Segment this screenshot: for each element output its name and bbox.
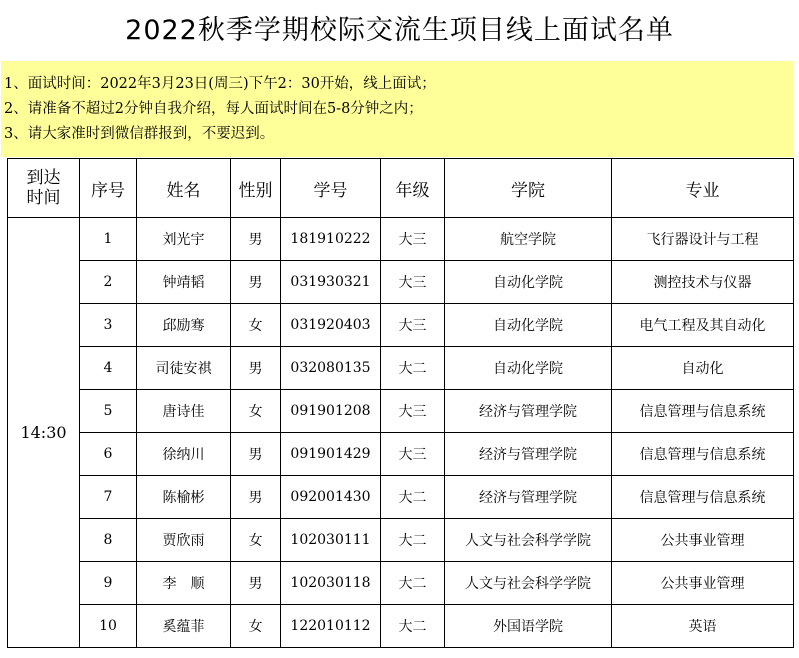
cell-name: 钟靖韬 <box>137 261 231 304</box>
cell-seq: 2 <box>80 261 137 304</box>
cell-major: 电气工程及其自动化 <box>612 304 794 347</box>
header-arrival-time: 到达 时间 <box>8 159 80 218</box>
cell-grade: 大三 <box>381 218 445 261</box>
table-row <box>8 605 794 648</box>
cell-college: 人文与社会科学学院 <box>445 519 612 562</box>
cell-college: 经济与管理学院 <box>445 476 612 519</box>
table-row <box>8 304 794 347</box>
cell-name: 陈榆彬 <box>137 476 231 519</box>
cell-student-id: 031930321 <box>281 261 381 304</box>
cell-major: 公共事业管理 <box>612 519 794 562</box>
cell-name: 李 顺 <box>137 562 231 605</box>
cell-gender: 男 <box>231 218 281 261</box>
notice-line-2: 2、请准备不超过2分钟自我介绍，每人面试时间在5-8分钟之内； <box>4 101 423 117</box>
cell-student-id: 031920403 <box>281 304 381 347</box>
cell-name: 奚蕴菲 <box>137 605 231 648</box>
header-college: 学院 <box>445 159 612 218</box>
table-row <box>8 218 794 261</box>
cell-major: 信息管理与信息系统 <box>612 476 794 519</box>
cell-student-id: 102030118 <box>281 562 381 605</box>
cell-gender: 男 <box>231 476 281 519</box>
table-row <box>8 347 794 390</box>
cell-student-id: 092001430 <box>281 476 381 519</box>
cell-gender: 男 <box>231 433 281 476</box>
notice-line-3: 3、请大家准时到微信群报到，不要迟到。 <box>4 126 275 142</box>
cell-seq: 3 <box>80 304 137 347</box>
cell-seq: 9 <box>80 562 137 605</box>
cell-grade: 大三 <box>381 304 445 347</box>
cell-student-id: 091901429 <box>281 433 381 476</box>
cell-name: 徐纳川 <box>137 433 231 476</box>
header-major: 专业 <box>612 159 794 218</box>
cell-name: 刘光宇 <box>137 218 231 261</box>
cell-major: 信息管理与信息系统 <box>612 433 794 476</box>
table-row <box>8 261 794 304</box>
cell-seq: 1 <box>80 218 137 261</box>
header-grade: 年级 <box>381 159 445 218</box>
cell-major: 测控技术与仪器 <box>612 261 794 304</box>
header-student-id: 学号 <box>281 159 381 218</box>
cell-seq: 6 <box>80 433 137 476</box>
cell-student-id: 122010112 <box>281 605 381 648</box>
cell-major: 自动化 <box>612 347 794 390</box>
cell-grade: 大三 <box>381 433 445 476</box>
cell-major: 信息管理与信息系统 <box>612 390 794 433</box>
cell-college: 自动化学院 <box>445 304 612 347</box>
table-body <box>8 218 794 648</box>
interview-roster-table <box>7 158 794 648</box>
cell-gender: 女 <box>231 304 281 347</box>
cell-college: 经济与管理学院 <box>445 433 612 476</box>
cell-student-id: 091901208 <box>281 390 381 433</box>
cell-student-id: 102030111 <box>281 519 381 562</box>
cell-major: 飞行器设计与工程 <box>612 218 794 261</box>
arrival-time-cell: 14:30 <box>8 218 80 648</box>
cell-seq: 7 <box>80 476 137 519</box>
table-row <box>8 476 794 519</box>
cell-student-id: 181910222 <box>281 218 381 261</box>
header-name: 姓名 <box>137 159 231 218</box>
cell-gender: 男 <box>231 562 281 605</box>
table-row <box>8 562 794 605</box>
cell-grade: 大二 <box>381 519 445 562</box>
notice-line-1: 1、面试时间：2022年3月23日(周三)下午2：30开始，线上面试； <box>4 76 436 92</box>
cell-grade: 大二 <box>381 347 445 390</box>
cell-gender: 男 <box>231 261 281 304</box>
cell-gender: 女 <box>231 519 281 562</box>
cell-name: 邱励骞 <box>137 304 231 347</box>
cell-college: 自动化学院 <box>445 347 612 390</box>
cell-major: 公共事业管理 <box>612 562 794 605</box>
cell-gender: 女 <box>231 605 281 648</box>
header-gender: 性别 <box>231 159 281 218</box>
cell-grade: 大二 <box>381 476 445 519</box>
cell-gender: 男 <box>231 347 281 390</box>
cell-grade: 大三 <box>381 390 445 433</box>
notice-box <box>1 61 793 157</box>
cell-grade: 大三 <box>381 261 445 304</box>
cell-college: 人文与社会科学学院 <box>445 562 612 605</box>
cell-college: 外国语学院 <box>445 605 612 648</box>
cell-seq: 8 <box>80 519 137 562</box>
header-seq: 序号 <box>80 159 137 218</box>
cell-college: 经济与管理学院 <box>445 390 612 433</box>
cell-name: 贾欣雨 <box>137 519 231 562</box>
cell-name: 司徒安祺 <box>137 347 231 390</box>
cell-gender: 女 <box>231 390 281 433</box>
table-row <box>8 390 794 433</box>
cell-student-id: 032080135 <box>281 347 381 390</box>
cell-major: 英语 <box>612 605 794 648</box>
cell-college: 自动化学院 <box>445 261 612 304</box>
table-row <box>8 519 794 562</box>
table-header-row <box>8 159 794 218</box>
page-title: 2022秋季学期校际交流生项目线上面试名单 <box>125 15 674 46</box>
cell-seq: 5 <box>80 390 137 433</box>
cell-seq: 4 <box>80 347 137 390</box>
cell-grade: 大二 <box>381 605 445 648</box>
table-row <box>8 433 794 476</box>
cell-grade: 大二 <box>381 562 445 605</box>
cell-college: 航空学院 <box>445 218 612 261</box>
cell-name: 唐诗佳 <box>137 390 231 433</box>
cell-seq: 10 <box>80 605 137 648</box>
